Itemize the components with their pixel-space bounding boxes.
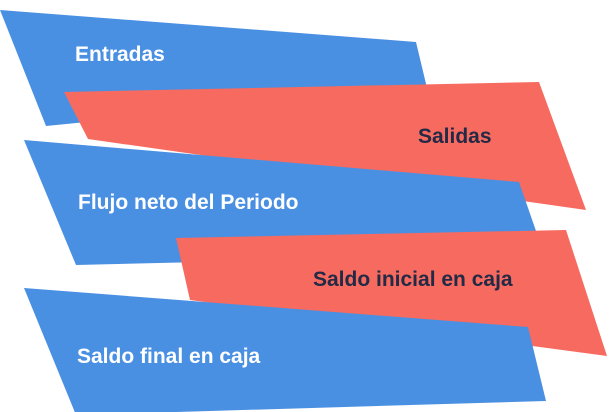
label-saldo-inicial: Saldo inicial en caja bbox=[313, 268, 513, 291]
label-salidas: Salidas bbox=[418, 125, 492, 148]
label-entradas: Entradas bbox=[75, 43, 165, 66]
label-flujo-neto: Flujo neto del Periodo bbox=[78, 191, 299, 214]
label-saldo-final: Saldo final en caja bbox=[77, 345, 261, 368]
